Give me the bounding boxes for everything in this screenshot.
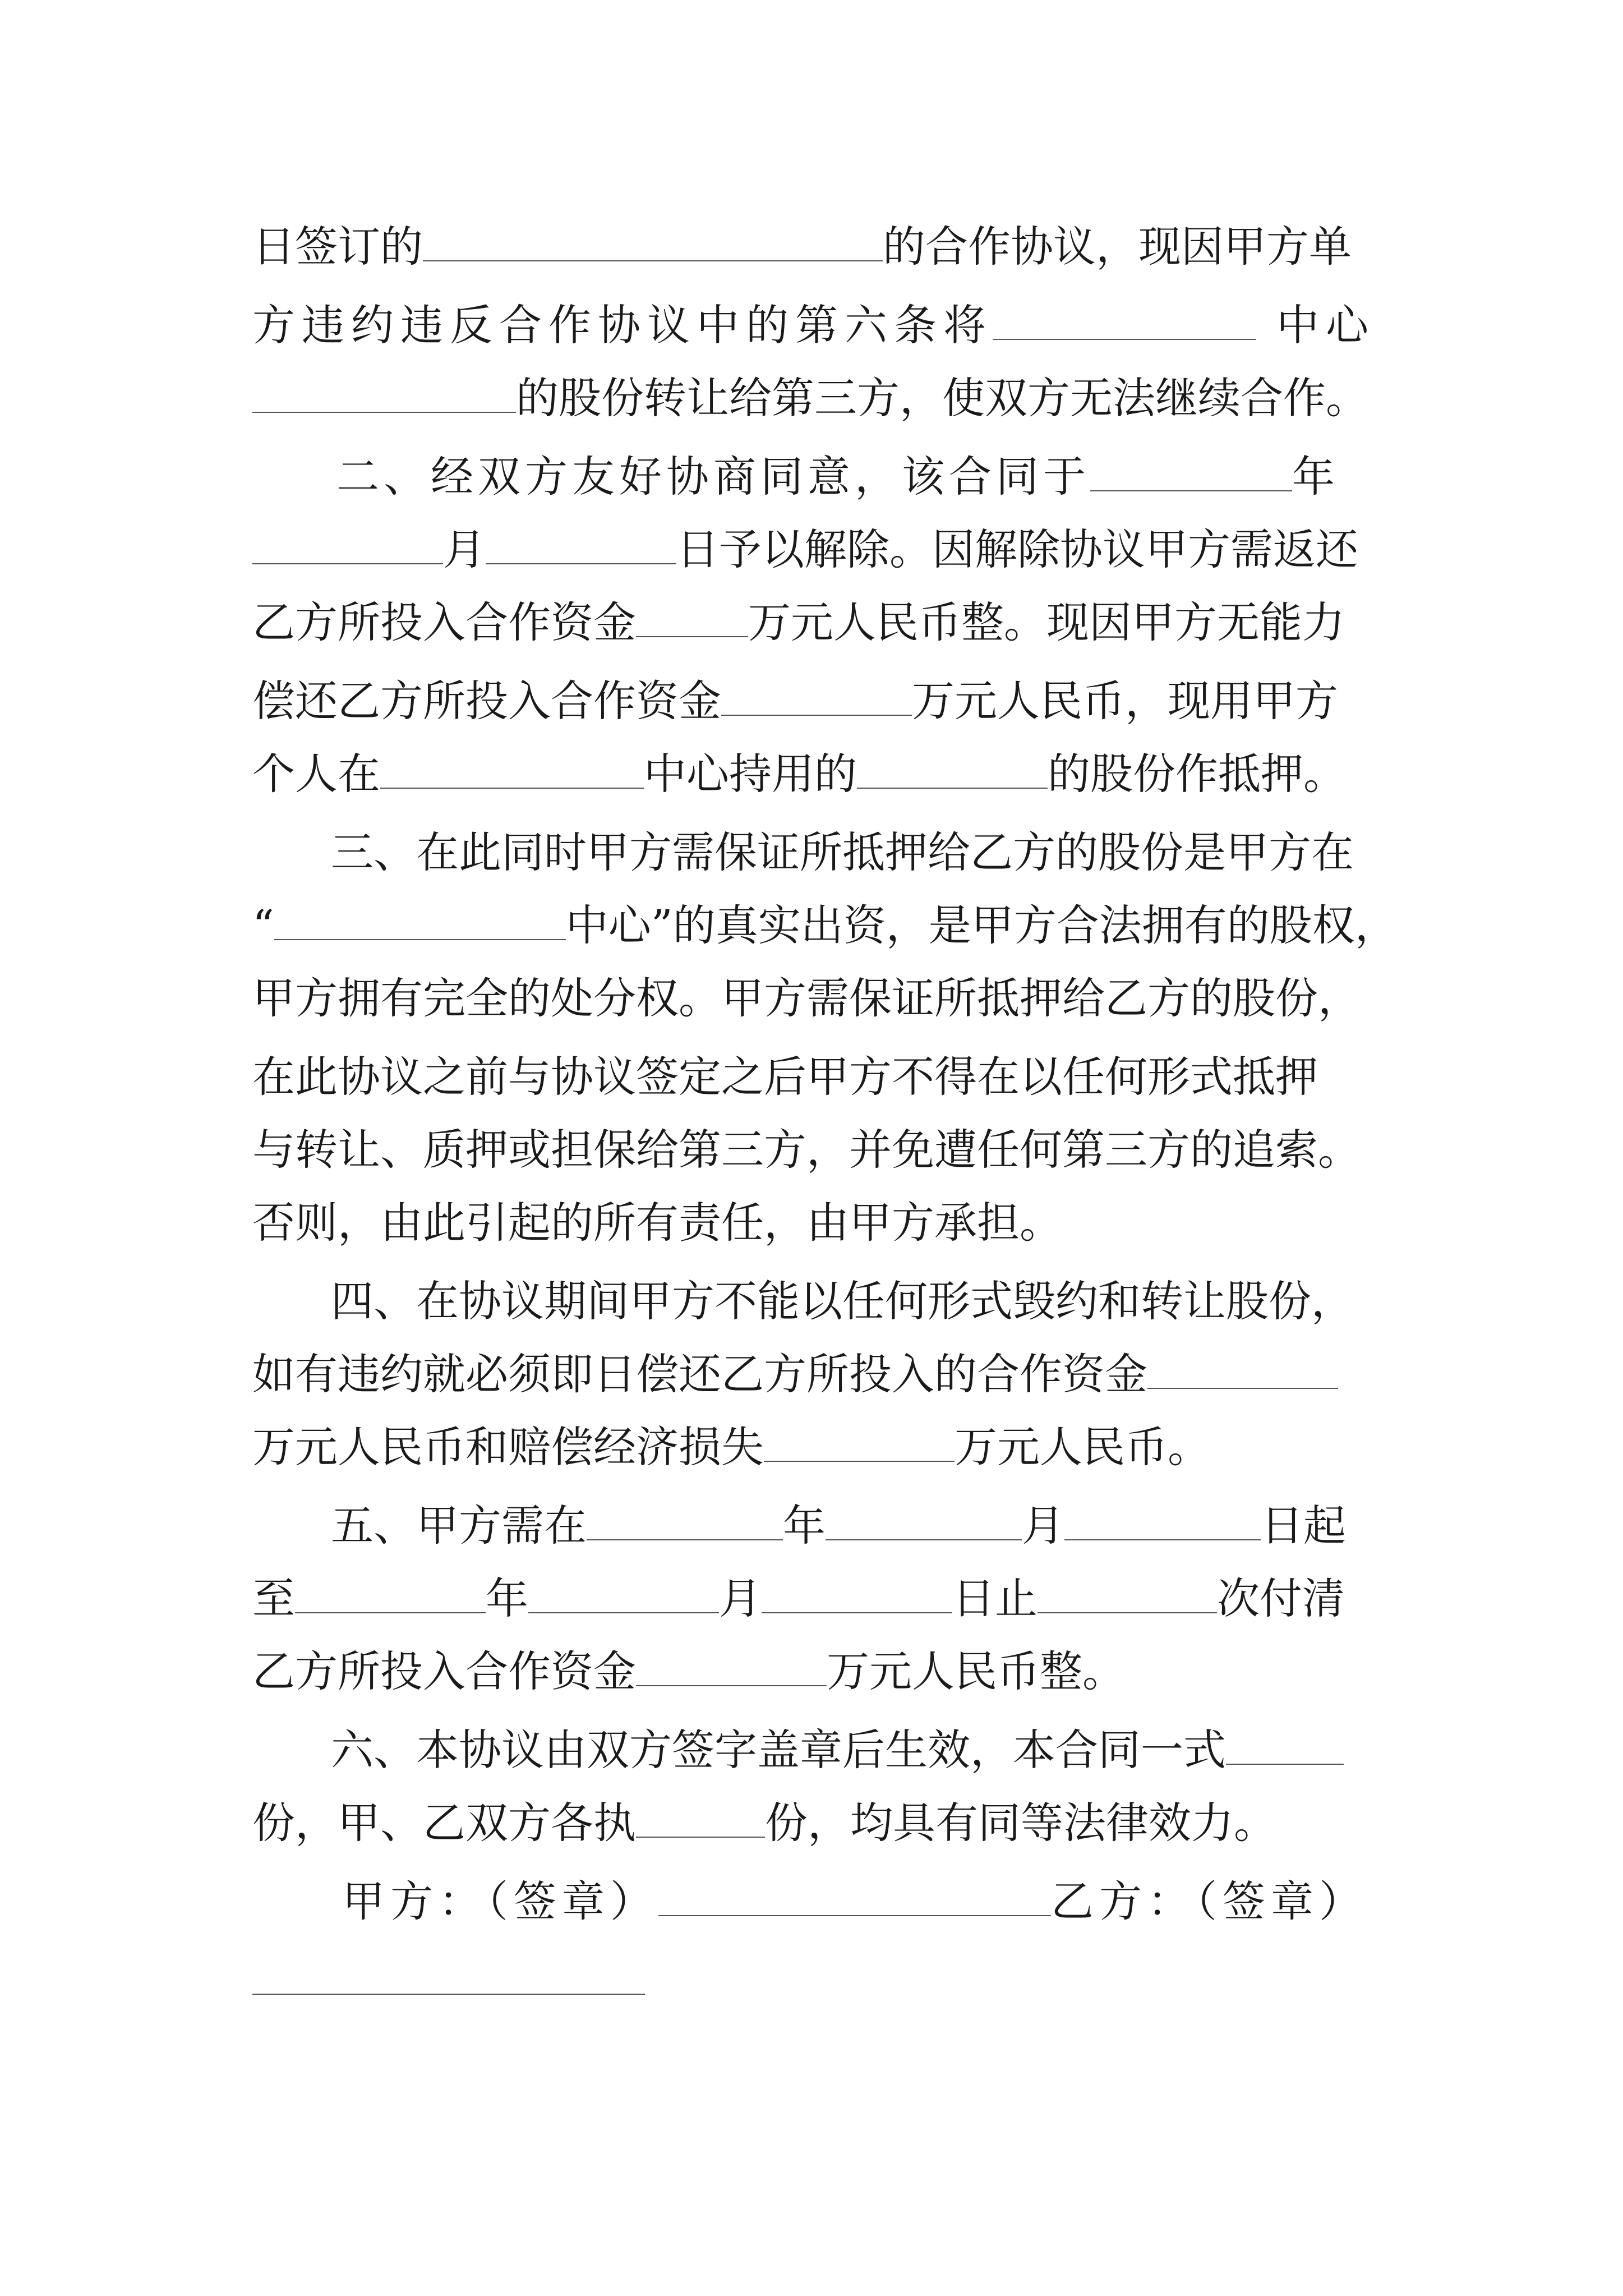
text-line: [252, 1189, 1374, 1257]
text-line: [331, 819, 1453, 886]
fill-in-blank[interactable]: [762, 1576, 952, 1613]
fill-in-blank[interactable]: [764, 1425, 955, 1462]
fill-in-blank[interactable]: [636, 1649, 827, 1686]
text-line: [252, 1638, 1374, 1705]
fill-in-blank[interactable]: [423, 224, 883, 261]
text-line: [331, 1717, 1453, 1784]
text-segment: 的股份作抵押。: [1048, 749, 1346, 799]
text-line: [331, 1492, 1453, 1559]
text-segment: 的合作协议，现因甲方单: [883, 222, 1352, 272]
text-segment: 年: [783, 1501, 826, 1550]
text-segment: 日止: [952, 1573, 1038, 1623]
text-segment: 月: [443, 524, 486, 574]
text-line: [331, 1268, 1453, 1335]
fill-in-blank[interactable]: [274, 903, 566, 940]
fill-in-blank[interactable]: [252, 527, 443, 564]
text-segment: 与转让、质押或担保给第三方，并免遭任何第三方的追索。: [252, 1125, 1361, 1175]
text-segment: 六、本协议由双方签字盖章后生效，本合同一式: [331, 1725, 1226, 1775]
text-segment: 万元人民币。: [955, 1422, 1210, 1472]
fill-in-blank[interactable]: [721, 679, 912, 716]
text-segment: 万元人民币，现用甲方: [912, 676, 1338, 726]
text-line: [342, 1868, 1464, 1935]
fill-in-blank[interactable]: [252, 1958, 645, 1995]
text-segment: 日签订的: [252, 222, 423, 272]
fill-in-blank[interactable]: [1064, 1503, 1261, 1540]
text-line: [252, 1947, 1374, 2014]
text-line: [252, 213, 1374, 280]
text-segment: 四、在协议期间甲方不能以任何形式毁约和转让股份，: [331, 1276, 1354, 1326]
text-segment: 否则，由此引起的所有责任，由甲方承担。: [252, 1198, 1062, 1248]
text-segment: 中心: [1256, 300, 1376, 350]
text-segment: 二、经双方友好协商同意，该合同于: [336, 452, 1090, 501]
text-segment: 乙方所投入合作资金: [252, 597, 636, 647]
text-line: [252, 740, 1374, 808]
text-segment: 甲方拥有完全的处分权。甲方需保证所抵押给乙方的股份，: [252, 973, 1361, 1023]
fill-in-blank[interactable]: [1038, 1576, 1217, 1613]
text-segment: 乙方所投入合作资金: [252, 1646, 636, 1696]
text-segment: 日起: [1261, 1501, 1346, 1550]
text-line: [252, 965, 1374, 1032]
text-segment: 至: [252, 1573, 295, 1623]
text-segment: 月: [719, 1573, 762, 1623]
text-segment: 个人在: [252, 749, 380, 799]
text-segment: 中心持用的: [644, 749, 857, 799]
text-line: [252, 892, 1398, 959]
text-line: [252, 1043, 1374, 1111]
fill-in-blank[interactable]: [636, 1801, 765, 1838]
text-line: [252, 1414, 1374, 1481]
text-segment: 万元人民币整。现因甲方无能力: [748, 597, 1345, 647]
fill-in-blank[interactable]: [1090, 454, 1292, 491]
fill-in-blank[interactable]: [380, 752, 644, 789]
fill-in-blank[interactable]: [826, 1503, 1022, 1540]
text-segment: 年: [1292, 452, 1339, 501]
text-segment: 年: [486, 1573, 528, 1623]
text-segment: 甲方：（签章）: [342, 1876, 658, 1926]
text-segment: 次付清: [1217, 1573, 1345, 1623]
text-segment: 的股份转让给第三方，使双方无法继续合作。: [516, 373, 1368, 423]
text-line: [336, 443, 1458, 510]
text-segment: 在此协议之前与协议签定之后甲方不得在以任何形式抵押: [252, 1052, 1318, 1102]
fill-in-blank[interactable]: [587, 1503, 783, 1540]
text-line: [252, 668, 1374, 735]
text-segment: 月: [1022, 1501, 1064, 1550]
text-line: [252, 292, 1374, 359]
text-segment: 方违约违反合作协议中的第六条将: [252, 300, 993, 350]
fill-in-blank[interactable]: [993, 303, 1256, 340]
text-segment: 乙方：（签章）: [1051, 1876, 1367, 1926]
fill-in-blank[interactable]: [658, 1879, 1051, 1916]
text-segment: 偿还乙方所投入合作资金: [252, 676, 721, 726]
fill-in-blank[interactable]: [1147, 1352, 1338, 1389]
fill-in-blank[interactable]: [486, 527, 676, 564]
text-line: [252, 1565, 1374, 1632]
text-segment: 万元人民币和赔偿经济损失: [252, 1422, 764, 1472]
text-segment: 份，甲、乙双方各执: [252, 1798, 636, 1848]
text-segment: 五、甲方需在: [331, 1501, 587, 1550]
fill-in-blank[interactable]: [857, 752, 1048, 789]
fill-in-blank[interactable]: [636, 600, 748, 637]
text-line: [252, 1341, 1374, 1408]
text-segment: 万元人民币整。: [827, 1646, 1125, 1696]
text-segment: 中心”的真实出资，是甲方合法拥有的股权，: [565, 900, 1398, 950]
text-line: [252, 365, 1374, 432]
text-line: [252, 1789, 1374, 1857]
fill-in-blank[interactable]: [1226, 1728, 1344, 1765]
fill-in-blank[interactable]: [528, 1576, 719, 1613]
fill-in-blank[interactable]: [252, 376, 516, 413]
text-line: [252, 589, 1374, 656]
text-line: [252, 1116, 1374, 1184]
text-segment: 如有违约就必须即日偿还乙方所投入的合作资金: [252, 1349, 1147, 1399]
fill-in-blank[interactable]: [295, 1576, 486, 1613]
text-segment: “: [252, 900, 274, 950]
text-line: [252, 516, 1374, 583]
text-segment: 三、在此同时甲方需保证所抵押给乙方的股份是甲方在: [331, 827, 1354, 877]
text-segment: 份，均具有同等法律效力。: [765, 1798, 1276, 1848]
text-segment: 日予以解除。因解除协议甲方需返还: [676, 524, 1358, 574]
